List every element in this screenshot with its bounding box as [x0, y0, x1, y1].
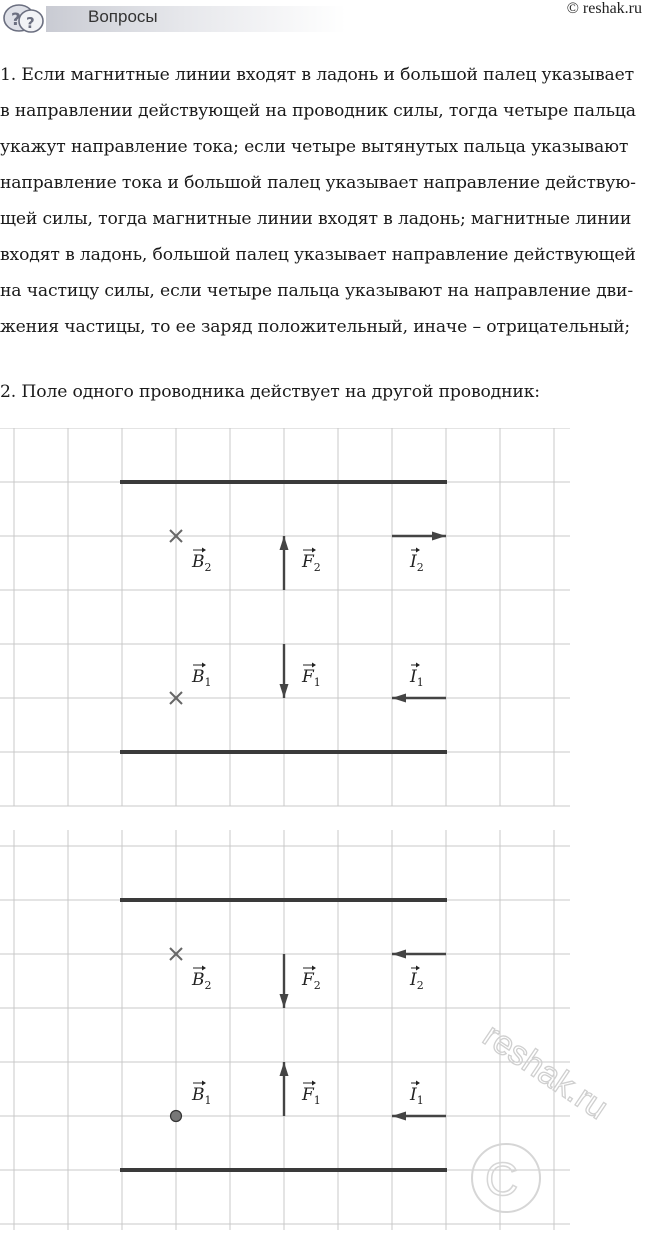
i2-arrow-head: [392, 950, 406, 959]
b1-label: $B_1$: [192, 1085, 212, 1107]
f1-arrow-head: [280, 684, 289, 698]
f1-arrow: [280, 644, 289, 698]
f1-label-vec-tip: [312, 1081, 316, 1086]
i2-label: $I_2$: [410, 552, 424, 574]
i1-label: $I_1$: [410, 667, 424, 689]
f2-label: $F_2$: [302, 970, 321, 992]
i1-label-vec-tip: [416, 1081, 420, 1086]
answer-1-line: в направлении действующей на проводник силы, тогда четыре пальца: [0, 101, 636, 121]
i1-arrow: [392, 694, 446, 703]
answer-2-line: 2. Поле одного проводника действует на другой проводник:: [0, 382, 540, 402]
f1-arrow-head: [280, 1062, 289, 1076]
b1-dot-marker: [171, 1111, 182, 1122]
answer-1-line: на частицу силы, если четыре пальца указывают на направление дви-: [0, 281, 634, 301]
svg-text:C: C: [485, 1153, 519, 1205]
svg-text:?: ?: [26, 14, 35, 32]
i1-arrow-head: [392, 1112, 406, 1121]
answer-1-line: направление тока и большой палец указывает направление действую-: [0, 173, 636, 193]
diagram-panel-1: [0, 428, 580, 808]
grid: [0, 428, 570, 806]
i2-label: $I_2$: [410, 970, 424, 992]
i1-arrow: [392, 1112, 446, 1121]
answer-1-line: укажут направление тока; если четыре вытянутых пальца указывают: [0, 137, 629, 157]
answer-1-line: щей силы, тогда магнитные линии входят в ладонь; магнитные линии: [0, 209, 632, 229]
section-title: Вопросы: [88, 7, 158, 26]
question-bubbles-icon: [2, 2, 46, 36]
f2-arrow-head: [280, 536, 289, 550]
svg-text:?: ?: [11, 10, 21, 30]
f2-label-vec-tip: [312, 548, 316, 553]
answer-1-line: 1. Если магнитные линии входят в ладонь и большой палец указывает: [0, 65, 634, 85]
copyright-circle-icon: [472, 1144, 540, 1212]
conductors-diagram-1: [0, 428, 580, 808]
reshak-watermark: [444, 988, 644, 1228]
watermark-text: reshak.ru: [476, 1016, 615, 1127]
answer-1-line: жения частицы, то ее заряд положительный, иначе – отрицательный;: [0, 317, 631, 337]
f2-label-vec-tip: [312, 966, 316, 971]
f1-label: $F_1$: [302, 667, 321, 689]
i2-arrow: [392, 950, 446, 959]
f2-label: $F_2$: [302, 552, 321, 574]
i2-arrow: [392, 532, 446, 541]
f1-arrow: [280, 1062, 289, 1116]
i1-label: $I_1$: [410, 1085, 424, 1107]
answer-1-paragraph: [0, 57, 636, 345]
f1-label: $F_1$: [302, 1085, 321, 1107]
i1-arrow-head: [392, 694, 406, 703]
b1-label: $B_1$: [192, 667, 212, 689]
b2-label: $B_2$: [192, 970, 212, 992]
i1-label-vec-tip: [416, 663, 420, 668]
copyright-text: © reshak.ru: [566, 0, 642, 17]
i2-label-vec-tip: [416, 966, 420, 971]
f1-label-vec-tip: [312, 663, 316, 668]
f2-arrow: [280, 536, 289, 590]
answer-2-paragraph: [0, 374, 540, 410]
answer-1-line: входят в ладонь, большой палец указывает направление действующей: [0, 245, 636, 265]
b2-label: $B_2$: [192, 552, 212, 574]
f2-arrow-head: [280, 994, 289, 1008]
i2-arrow-head: [432, 532, 446, 541]
f2-arrow: [280, 954, 289, 1008]
page-header: [0, 0, 652, 40]
i2-label-vec-tip: [416, 548, 420, 553]
